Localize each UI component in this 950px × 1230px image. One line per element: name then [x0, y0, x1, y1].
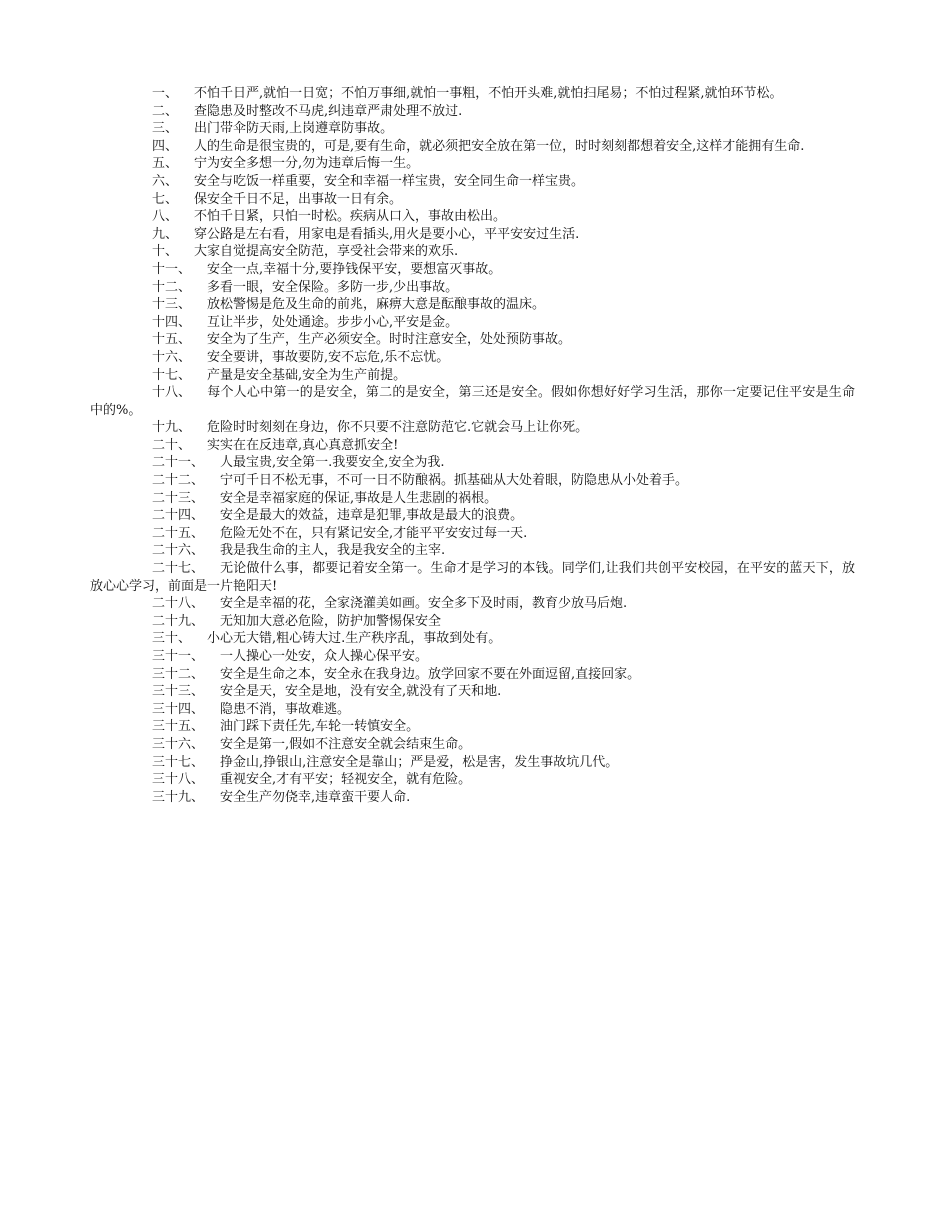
- item-number: 十七、: [152, 367, 192, 383]
- slogan-item: [90, 648, 855, 666]
- item-number: 十、: [152, 244, 179, 260]
- slogan-item: [90, 331, 855, 349]
- slogan-item: [90, 384, 855, 419]
- item-text: 安全是幸福的花，全家浇灌美如画。安全多下及时雨，教育少放马后炮.: [220, 596, 628, 612]
- item-text: 安全一点,幸福十分,要挣钱保平安，要想富灭事故。: [207, 261, 502, 277]
- slogan-item: [90, 490, 855, 508]
- item-text: 大家自觉提高安全防范，享受社会带来的欢乐.: [194, 244, 459, 260]
- item-text: 每个人心中第一的是安全，第二的是安全，第三还是安全。假如你想好好学习生活，那你一定要记住平安是生命中的%。: [90, 385, 855, 418]
- item-text: 危险时时刻刻在身边，你不只要不注意防范它.它就会马上让你死。: [207, 420, 589, 436]
- item-text: 实实在在反违章,真心真意抓安全!: [207, 437, 399, 453]
- item-number: 十五、: [152, 332, 192, 348]
- item-text: 无知加大意必危险，防护加警惕保安全: [220, 613, 442, 629]
- slogan-item: [90, 367, 855, 385]
- item-number: 四、: [152, 138, 179, 154]
- slogan-item: [90, 155, 855, 173]
- item-text: 宁为安全多想一分,勿为违章后悔一生。: [194, 156, 420, 172]
- item-text: 人最宝贵,安全第一.我要安全,安全为我.: [220, 455, 445, 471]
- item-number: 一、: [152, 86, 179, 101]
- item-number: 十八、: [152, 385, 192, 401]
- item-number: 三十五、: [152, 719, 205, 735]
- item-text: 查隐患及时整改不马虎,纠违章严肃处理不放过.: [194, 103, 463, 119]
- item-number: 十二、: [152, 279, 192, 295]
- item-number: 九、: [152, 226, 179, 242]
- item-text: 不怕千日紧，只怕一时松。疾病从口入，事故由松出。: [194, 209, 507, 225]
- item-text: 安全是幸福家庭的保证,事故是人生悲剧的祸根。: [220, 490, 498, 506]
- item-text: 多看一眼，安全保险。多防一步,少出事故。: [207, 279, 459, 295]
- slogan-item: [90, 630, 855, 648]
- item-text: 无论做什么事，都要记着安全第一。生命才是学习的本钱。同学们,让我们共创平安校园，在平安的蓝天下，放放心心学习，前面是一片艳阳天!: [90, 561, 855, 594]
- item-number: 二十五、: [152, 525, 205, 541]
- slogan-item: [90, 296, 855, 314]
- item-text: 安全是生命之本，安全永在我身边。放学回家不要在外面逗留,直接回家。: [220, 666, 641, 682]
- item-text: 隐患不消，事故难逃。: [220, 701, 351, 717]
- item-text: 挣金山,挣银山,注意安全是靠山；严是爱，松是害，发生事故坑几代。: [220, 754, 619, 770]
- item-text: 互让半步，处处通途。步步小心,平安是金。: [207, 314, 459, 330]
- item-text: 重视安全,才有平安；轻视安全，就有危险。: [220, 772, 472, 788]
- slogan-item: [90, 507, 855, 525]
- slogan-item: [90, 208, 855, 226]
- item-number: 二十二、: [152, 473, 205, 489]
- slogan-item: [90, 683, 855, 701]
- item-number: 二十六、: [152, 543, 205, 559]
- slogan-item: [90, 525, 855, 543]
- slogan-item: [90, 243, 855, 261]
- slogan-item: [90, 437, 855, 455]
- item-number: 三十四、: [152, 701, 205, 717]
- item-number: 三十九、: [152, 789, 205, 805]
- slogan-item: [90, 754, 855, 772]
- slogan-item: [90, 666, 855, 684]
- item-number: 七、: [152, 191, 179, 207]
- slogan-item: [90, 173, 855, 191]
- item-text: 小心无大错,粗心铸大过.生产秩序乱，事故到处有。: [207, 631, 502, 647]
- item-number: 六、: [152, 173, 179, 189]
- slogan-item: [90, 736, 855, 754]
- item-number: 二十、: [152, 437, 192, 453]
- item-number: 二十三、: [152, 490, 205, 506]
- slogan-item: [90, 226, 855, 244]
- slogan-item: [90, 771, 855, 789]
- item-text: 安全是最大的效益，违章是犯罪,事故是最大的浪费。: [220, 508, 524, 524]
- slogan-item: [90, 718, 855, 736]
- item-text: 人的生命是很宝贵的，可是,要有生命，就必须把安全放在第一位，时时刻刻都想着安全,这样才能拥有生命.: [194, 138, 805, 154]
- item-number: 十六、: [152, 349, 192, 365]
- item-number: 三十一、: [152, 649, 205, 664]
- item-number: 三十、: [152, 631, 192, 647]
- item-number: 三十三、: [152, 684, 205, 700]
- item-text: 产量是安全基础,安全为生产前提。: [207, 367, 407, 383]
- item-number: 二十八、: [152, 596, 205, 612]
- item-text: 一人操心一处安，众人操心保平安。: [220, 649, 429, 664]
- item-number: 二十九、: [152, 613, 205, 629]
- slogan-item: [90, 701, 855, 719]
- item-number: 二、: [152, 103, 179, 119]
- item-number: 三十七、: [152, 754, 205, 770]
- item-number: 二十七、: [152, 561, 205, 577]
- item-text: 危险无处不在，只有紧记安全,才能平平安安过每一天.: [220, 525, 528, 541]
- item-number: 三十二、: [152, 666, 205, 682]
- slogan-item: [90, 542, 855, 560]
- slogan-item: [90, 314, 855, 332]
- item-text: 穿公路是左右看，用家电是看插头,用火是要小心，平平安安过生活.: [194, 226, 580, 242]
- slogan-item: [90, 85, 855, 103]
- slogan-item: [90, 138, 855, 156]
- item-number: 二十一、: [152, 455, 205, 471]
- item-text: 出门带伞防天雨,上岗遵章防事故。: [194, 121, 394, 137]
- item-number: 三十八、: [152, 772, 205, 788]
- item-text: 安全是天，安全是地，没有安全,就没有了天和地.: [220, 684, 502, 700]
- item-text: 我是我生命的主人，我是我安全的主宰.: [220, 543, 446, 559]
- item-text: 安全是第一,假如不注意安全就会结束生命。: [220, 736, 472, 752]
- item-text: 安全为了生产，生产必须安全。时时注意安全，处处预防事故。: [207, 332, 572, 348]
- slogan-item: [90, 279, 855, 297]
- slogan-item: [90, 419, 855, 437]
- slogan-item: [90, 454, 855, 472]
- item-number: 十一、: [152, 261, 192, 277]
- slogan-item: [90, 613, 855, 631]
- slogan-item: [90, 191, 855, 209]
- item-number: 五、: [152, 156, 179, 172]
- slogan-item: [90, 120, 855, 138]
- item-number: 二十四、: [152, 508, 205, 524]
- slogan-item: [90, 472, 855, 490]
- item-text: 安全与吃饭一样重要，安全和幸福一样宝贵，安全同生命一样宝贵。: [194, 173, 585, 189]
- slogan-item: [90, 789, 855, 807]
- slogan-item: [90, 595, 855, 613]
- slogan-item: [90, 261, 855, 279]
- item-text: 安全生产勿侥幸,违章蛮干要人命.: [220, 789, 411, 805]
- item-text: 保安全千日不足，出事故一日有余。: [194, 191, 403, 207]
- item-text: 宁可千日不松无事，不可一日不防酿祸。抓基础从大处着眼，防隐患从小处着手。: [220, 473, 689, 489]
- slogan-item: [90, 103, 855, 121]
- item-text: 不怕千日严,就怕一日宽；不怕万事细,就怕一事粗，不怕开头难,就怕扫尾易；不怕过程紧,就怕环节松。: [194, 86, 783, 101]
- item-number: 十四、: [152, 314, 192, 330]
- slogan-item: [90, 349, 855, 367]
- item-text: 油门踩下责任先,车轮一转慎安全。: [220, 719, 420, 735]
- slogan-item: [90, 560, 855, 595]
- item-text: 放松警惕是危及生命的前兆，麻痹大意是酝酿事故的温床。: [207, 297, 546, 313]
- item-number: 八、: [152, 209, 179, 225]
- item-text: 安全要讲，事故要防,安不忘危,乐不忘忧。: [207, 349, 450, 365]
- document-page: [90, 85, 855, 806]
- item-number: 三、: [152, 121, 179, 137]
- item-number: 三十六、: [152, 736, 205, 752]
- item-number: 十三、: [152, 297, 192, 313]
- item-number: 十九、: [152, 420, 192, 436]
